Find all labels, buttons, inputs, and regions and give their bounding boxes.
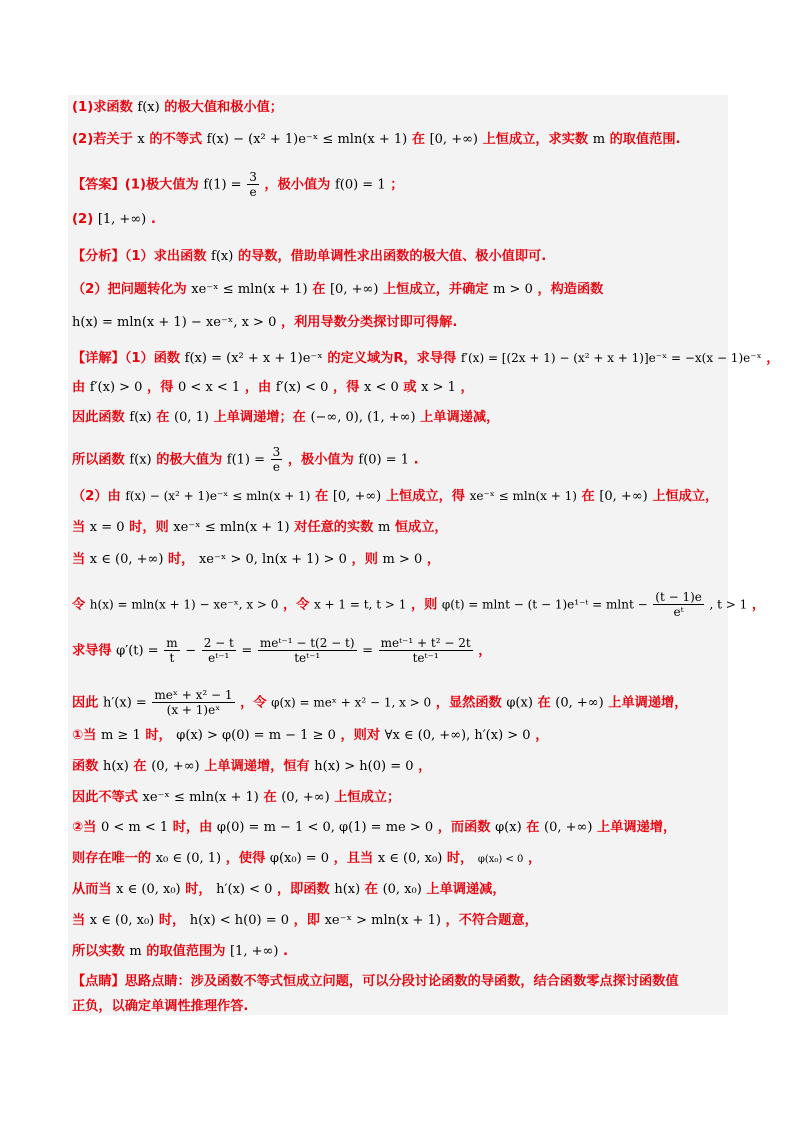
fraction: $\frac{\text{meᵗ⁻¹ + t² − 2t}}{\text{teᵗ⁻¹}}$ [380,636,471,665]
fraction: $\frac{m}{t}$ [166,636,178,665]
detail-line-11: ①当 m ≥ 1 时， φ(x) > φ(0) = m − 1 ≥ 0 ，则对 ∀x ∈ (0, +∞), h′(x) > 0 ， [72,728,549,743]
question-part-2: (2)若关于 x 的不等式 f(x) − (x² + 1)e⁻ˣ ≤ mln(x + 1) 在 [0, +∞) 上恒成立，求实数 m 的取值范围. [72,132,681,147]
question-part-1: (1)求函数 f(x) 的极大值和极小值； [72,100,283,115]
analysis-line-3: h(x) = mln(x + 1) − xe⁻ˣ, x > 0 ，利用导数分类探讨即可得解. [72,315,458,330]
detail-line-15: 则存在唯一的 x₀ ∈ (0, 1) ，使得 φ(x₀) = 0 ，且当 x ∈ (0, x₀) 时， φ(x₀) < 0 ， [72,851,542,866]
fraction: $\frac{\text{meᵗ⁻¹ − t(2 − t)}}{\text{teᵗ⁻¹}}$ [259,636,355,665]
detail-line-9: 求导得 φ′(t) = $\frac{m}{t}$ − $\frac{2 - t}{\text{eᵗ⁻¹}}$ = $\frac{\text{meᵗ⁻¹ − t(2 − t)}}{\text{teᵗ⁻¹}}$ = $\frac{\text{meᵗ⁻¹ + t² − 2t}}{\text{teᵗ⁻¹}}$ ， [72,636,492,665]
answer-line-1: 【答案】(1)极大值为 f(1) = $\frac{3}{e}$ ，极小值为 f(0) = 1 ； [72,170,404,199]
detail-line-10: 因此 h′(x) = $\frac{\text{meˣ + x² − 1}}{\text{(x + 1)eˣ}}$ ，令 φ(x) = meˣ + x² − 1, x > 0 ，显然函数 φ(x) 在 (0, +∞) 上单调递增， [72,688,688,717]
detail-line-6: 当 x = 0 时，则 xe⁻ˣ ≤ mln(x + 1) 对任意的实数 m 恒成立， [72,520,448,535]
detail-line-13: 因此不等式 xe⁻ˣ ≤ mln(x + 1) 在 (0, +∞) 上恒成立； [72,790,401,805]
key-point-line-1: 【点睛】思路点睛：涉及函数不等式恒成立问题，可以分段讨论函数的导函数，结合函数零点探讨函数值 [72,974,679,989]
detail-line-1: 【详解】（1）函数 f(x) = (x² + x + 1)e⁻ˣ 的定义域为R，求导得 f′(x) = [(2x + 1) − (x² + x + 1)]e⁻ˣ = −x(x − 1)e⁻ˣ ， [72,351,780,366]
detail-line-14: ②当 0 < m < 1 时，由 φ(0) = m − 1 < 0, φ(1) = me > 0 ，而函数 φ(x) 在 (0, +∞) 上单调递增， [72,820,677,835]
fraction: $\frac{3}{e}$ [249,170,257,199]
key-point-line-2: 正负，以确定单调性推理作答. [72,999,249,1014]
detail-line-7: 当 x ∈ (0, +∞) 时， xe⁻ˣ > 0, ln(x + 1) > 0 ，则 m > 0 ， [72,552,441,567]
fraction: $\frac{3}{e}$ [272,445,281,474]
analysis-line-2: （2）把问题转化为 xe⁻ˣ ≤ mln(x + 1) 在 [0, +∞) 上恒成立，并确定 m > 0 ，构造函数 [72,282,604,297]
analysis-line-1: 【分析】（1）求出函数 f(x) 的导数，借助单调性求出函数的极大值、极小值即可. [72,249,547,264]
fraction: $\frac{\text{meˣ + x² − 1}}{\text{(x + 1)eˣ}}$ [154,688,233,717]
detail-line-4: 所以函数 f(x) 的极大值为 f(1) = $\frac{3}{e}$ ，极小值为 f(0) = 1 . [72,445,419,474]
detail-line-17: 当 x ∈ (0, x₀) 时， h(x) < h(0) = 0 ，即 xe⁻ˣ > mln(x + 1) ，不符合题意， [72,913,538,928]
detail-line-12: 函数 h(x) 在 (0, +∞) 上单调递增，恒有 h(x) > h(0) = 0 ， [72,759,432,774]
detail-line-5: （2）由 f(x) − (x² + 1)e⁻ˣ ≤ mln(x + 1) 在 [0, +∞) 上恒成立，得 xe⁻ˣ ≤ mln(x + 1) 在 [0, +∞) 上恒成立， [72,489,719,504]
answer-line-2: (2) [1, +∞) . [72,212,156,227]
fraction: $\frac{2 - t}{\text{eᵗ⁻¹}}$ [203,636,234,665]
detail-line-16: 从而当 x ∈ (0, x₀) 时， h′(x) < 0 ，即函数 h(x) 在 (0, x₀) 上单调递减， [72,882,506,897]
detail-line-8: 令 h(x) = mln(x + 1) − xe⁻ˣ, x > 0 ，令 x + 1 = t, t > 1 ，则 φ(t) = mlnt − (t − 1)e¹⁻ᵗ = mlnt − $\frac{(t - 1)e}{\text{eᵗ}}$ , t > 1 ， [72,590,766,619]
detail-line-2: 由 f′(x) > 0 ，得 0 < x < 1 ，由 f′(x) < 0 ，得 x < 0 或 x > 1 ， [72,380,474,395]
detail-line-3: 因此函数 f(x) 在 (0, 1) 上单调递增；在 (−∞, 0), (1, +∞) 上单调递减， [72,410,500,425]
fraction: $\frac{(t - 1)e}{\text{eᵗ}}$ [655,590,702,619]
detail-line-18: 所以实数 m 的取值范围为 [1, +∞) . [72,944,288,959]
